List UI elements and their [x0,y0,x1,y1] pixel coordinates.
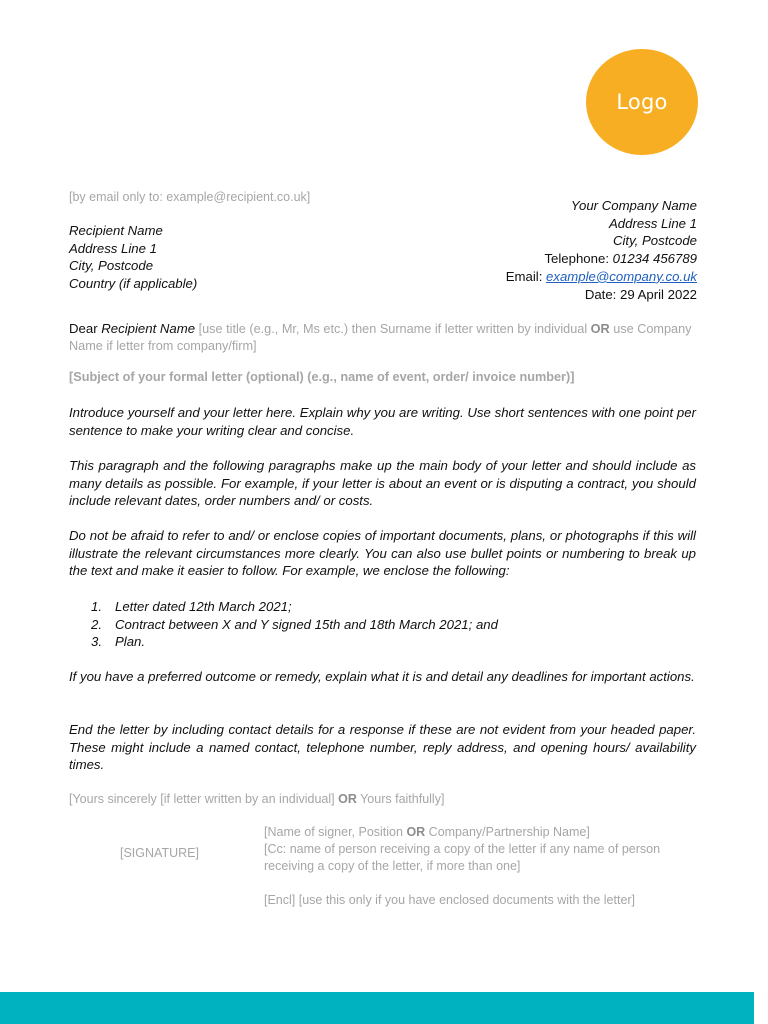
sender-email [506,268,697,286]
list-number: 3. [91,634,102,650]
sender-address-line1: Address Line 1 [609,215,697,231]
logo-text: Logo [616,90,668,114]
sender-city: City, Postcode [612,233,697,249]
enclosure-list [69,598,696,651]
enclosure-note: [Encl] [use this only if you have enclosed documents with the letter] [264,893,636,907]
body-paragraph-5: End the letter by including contact details for a response if these are not evident from your headed paper. These might include a named contact, telephone number, reply address, and opening hours/ availability times. [69,722,696,773]
closing-line [69,791,444,808]
body-paragraph-1: Introduce yourself and your letter here. Explain why you are writing. Use short sentences with one point per sentence to make your writing clear and concise. [69,405,696,438]
closing-text: [Yours sincerely [if letter written by an individual] [69,792,339,806]
list-item [69,633,696,651]
cc-line: [Cc: name of person receiving a copy of the letter if any name of person receiving a copy of the letter, if more than one] [264,842,661,873]
date-label: Date: [584,286,620,302]
salutation-hint-end: use Company Name if letter from company/firm] [69,322,692,353]
list-text: Letter dated 12th March 2021; [115,599,292,614]
subject-line: [Subject of your formal letter (optional) (e.g., name of event, order/ invoice number)] [69,370,575,384]
recipient-name: Recipient Name [69,223,163,238]
signer-name: [Name of signer, Position [264,825,407,839]
list-item [69,616,696,634]
list-text: Plan. [115,634,146,650]
sender-address [506,197,697,303]
delivery-note: [by email only to: example@recipient.co.uk] [69,190,311,204]
salutation-dear: Dear [69,321,102,336]
telephone-label: Telephone: [544,251,613,267]
salutation-name: Recipient Name [101,321,196,336]
company-logo [586,49,698,155]
salutation [69,320,699,355]
salutation-hint: [use title (e.g., Mr, Ms etc.) then Surname if letter written by individual [195,322,591,336]
list-text: Contract between X and Y signed 15th and 18th March 2021; and [115,616,498,632]
closing-or: OR [338,792,357,806]
email-label: Email: [505,268,547,284]
list-number: 2. [91,616,102,632]
footer-bar [0,992,754,1024]
sender-telephone [506,250,697,268]
signer-name-line [264,824,694,841]
body-paragraph-3: Do not be afraid to refer to and/ or enclose copies of important documents, plans, or photographs if this will illustrate the relevant circumstances more clearly. You can also use bullet points or numbering to break up the text and make it easier to follow. For example, we enclose the following: [69,528,696,579]
sender-company: Your Company Name [570,198,697,213]
signer-or: OR [406,825,426,839]
email-link[interactable]: example@company.co.uk [546,268,697,284]
closing-text-end: Yours faithfully] [356,792,445,806]
signer-company: Company/Partnership Name] [425,825,590,839]
recipient-city: City, Postcode [69,258,154,274]
recipient-address [69,222,197,293]
body-paragraph-4: If you have a preferred outcome or remedy, explain what it is and detail any deadlines for important actions. [69,669,695,684]
recipient-address-line1: Address Line 1 [69,240,157,256]
body-paragraph-2: This paragraph and the following paragraphs make up the main body of your letter and should include as many details as possible. For example, if your letter is about an event or is disputing a contract, you should include relevant dates, order numbers and/ or costs. [69,458,696,509]
list-number: 1. [91,599,102,614]
salutation-or: OR [590,322,610,336]
date-value: 29 April 2022 [620,286,697,302]
telephone-value: 01234 456789 [612,251,697,267]
recipient-country: Country (if applicable) [69,276,198,292]
letter-date [506,286,697,304]
signature-placeholder: [SIGNATURE] [120,846,199,860]
list-item [69,598,696,616]
signer-block [264,824,694,909]
